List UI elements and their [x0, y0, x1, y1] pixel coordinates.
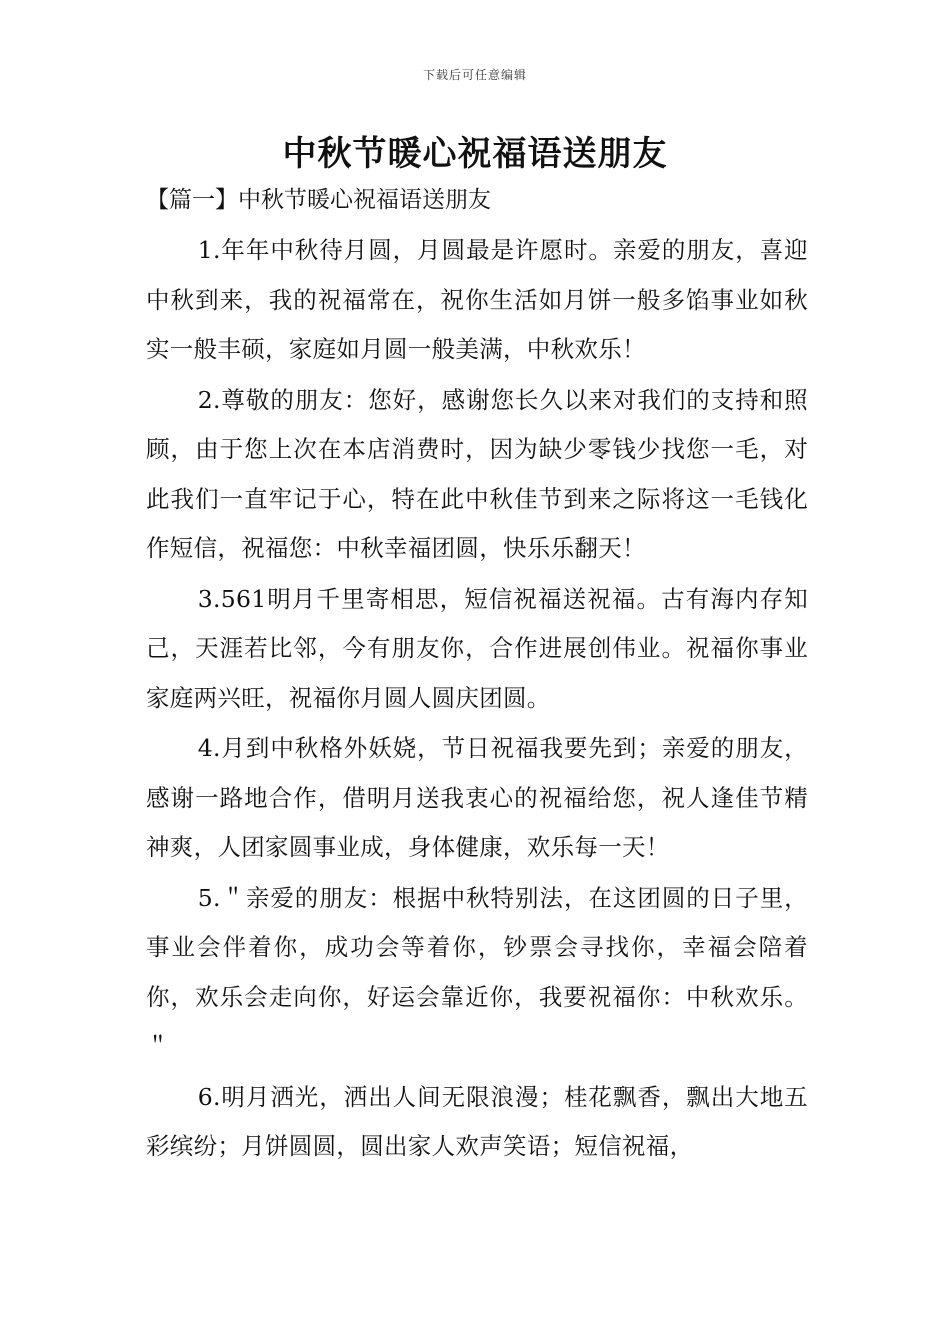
paragraph-5: 5.＂亲爱的朋友：根据中秋特别法，在这团圆的日子里，事业会伴着你，成功会等着你，钞票会寻找你，幸福会陪着你，欢乐会走向你，好运会靠近你，我要祝福你：中秋欢乐。＂: [146, 883, 808, 1060]
header-note: 下载后可任意编辑: [422, 68, 527, 82]
paragraph-1: 1.年年中秋待月圆，月圆最是许愿时。亲爱的朋友，喜迎中秋到来，我的祝福常在，祝你生活如月饼一般多馅事业如秋实一般丰硕，家庭如月圆一般美满，中秋欢乐！: [146, 236, 808, 363]
paragraph-6: 6.明月洒光，洒出人间无限浪漫；桂花飘香，飘出大地五彩缤纷；月饼圆圆，圆出家人欢声笑语；短信祝福，: [146, 1082, 808, 1160]
page-title: 中秋节暖心祝福语送朋友: [282, 134, 668, 174]
paragraph-2: 2.尊敬的朋友：您好，感谢您长久以来对我们的支持和照顾，由于您上次在本店消费时，因为缺少零钱少找您一毛，对此我们一直牢记于心，特在此中秋佳节到来之际将这一毛钱化作短信，祝福您：中秋幸福团圆，快乐乐翻天！: [146, 385, 808, 562]
section-heading: 【篇一】中秋节暖心祝福语送朋友: [146, 187, 491, 213]
paragraph-3: 3.561明月千里寄相思，短信祝福送祝福。古有海内存知己，天涯若比邻，今有朋友你，合作进展创伟业。祝福你事业家庭两兴旺，祝福你月圆人圆庆团圆。: [146, 584, 808, 712]
paragraph-4: 4.月到中秋格外妖娆，节日祝福我要先到；亲爱的朋友，感谢一路地合作，借明月送我衷心的祝福给您，祝人逢佳节精神爽，人团家圆事业成，身体健康，欢乐每一天！: [146, 734, 808, 861]
document-body: [146, 178, 808, 1173]
